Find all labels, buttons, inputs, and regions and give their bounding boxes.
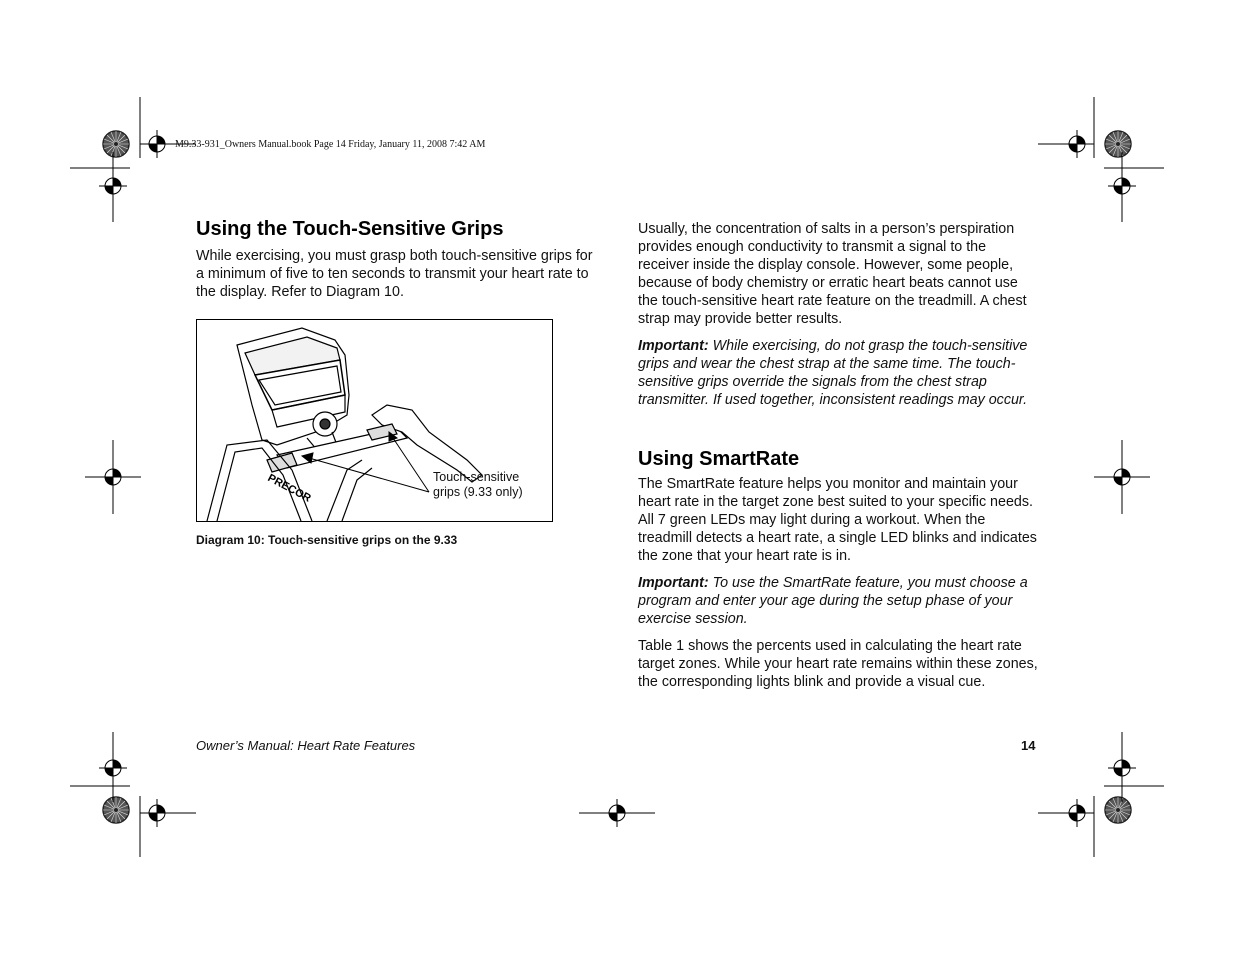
important-label-1: Important: <box>638 338 709 354</box>
section-heading-smartrate: Using SmartRate <box>638 448 800 470</box>
important-note-1 <box>638 337 1038 409</box>
important-note-2 <box>638 574 1038 628</box>
figure-callout <box>433 470 523 500</box>
slug-line: M9.33-931_Owners Manual.book Page 14 Friday, January 11, 2008 7:42 AM <box>175 139 486 150</box>
smartrate-paragraph: The SmartRate feature helps you monitor and maintain your heart rate in the target zone best suited to your specific needs. All 7 green LEDs may light during a workout. When the treadmill detects a heart rate, a single LED blinks and indicates the zone that your heart rate is in. <box>638 476 1037 564</box>
important-text-1: While exercising, do not grasp the touch-sensitive grips and wear the chest strap at the same time. The touch-sensitive grips override the signals from the chest strap transmitter. If used together, inconsistent readings may occur. <box>638 338 1028 408</box>
table-reference-paragraph: Table 1 shows the percents used in calculating the heart rate target zones. While your heart rate remains within these zones, the corresponding lights blink and provide a visual cue. <box>638 638 1038 690</box>
important-label-2: Important: <box>638 575 709 591</box>
brand-logo-text: PRECOR <box>265 472 313 505</box>
running-footer: Owner’s Manual: Heart Rate Features <box>196 738 416 753</box>
touch-grips-intro: While exercising, you must grasp both touch-sensitive grips for a minimum of five to ten seconds to transmit your heart rate to the display. Refer to Diagram 10. <box>196 248 593 300</box>
callout-line-1: Touch-sensitive <box>433 470 520 484</box>
important-text-2: To use the SmartRate feature, you must choose a program and enter your age during the setup phase of your exercise session. <box>638 575 1028 627</box>
salts-paragraph: Usually, the concentration of salts in a person’s perspiration provides enough conductivity to transmit a signal to the receiver inside the display console. However, some people, because of body chemistry or erratic heart beats cannot use the touch-sensitive heart rate feature on the treadmill. A chest strap may provide better results. <box>638 221 1027 327</box>
callout-line-2: grips (9.33 only) <box>433 485 523 499</box>
figure-caption: Diagram 10: Touch-sensitive grips on the 9.33 <box>196 533 458 547</box>
page-number: 14 <box>1021 738 1036 753</box>
section-heading-touch-grips: Using the Touch-Sensitive Grips <box>196 218 504 240</box>
